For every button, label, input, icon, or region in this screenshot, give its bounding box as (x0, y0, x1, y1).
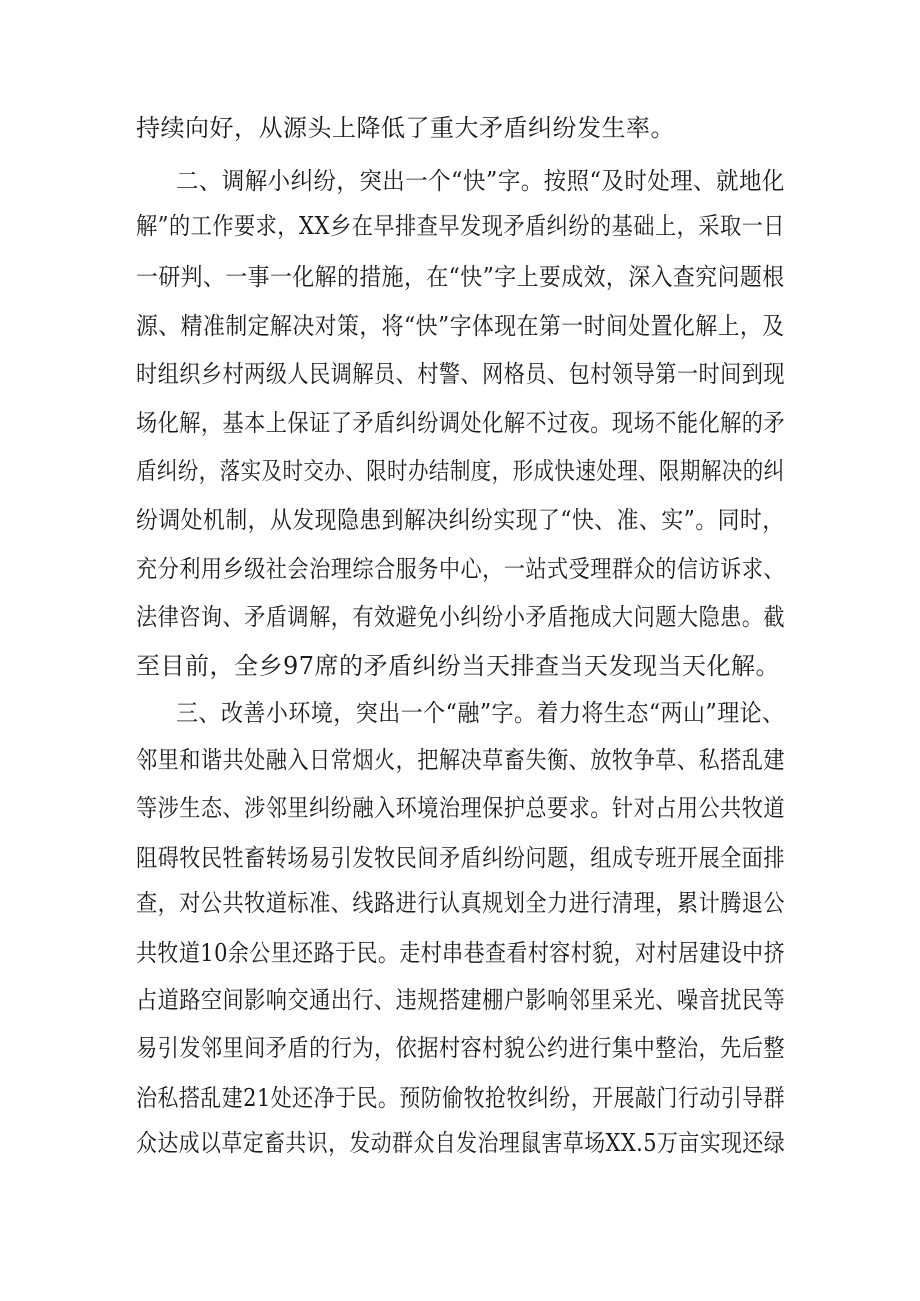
text-line: 查，对公共牧道标准、线路进行认真规划全力进行清理，累计腾退公 (136, 889, 785, 917)
text-line: 一研判、一事一化解的措施，在“快”字上要成效，深入查究问题根 (136, 263, 785, 291)
paragraph-heading-line: 三、改善小环境，突出一个“融”字。着力将生态“两山”理论、 (176, 699, 785, 727)
text-line: 法律咨询、矛盾调解，有效避免小纠纷小矛盾拖成大问题大隐患。截 (136, 603, 785, 631)
text-line: 充分利用乡级社会治理综合服务中心，一站式受理群众的信访诉求、 (136, 555, 785, 583)
text-line: 易引发邻里间矛盾的行为，依据村容村貌公约进行集中整治，先后整 (136, 1034, 785, 1062)
text-line: 盾纠纷，落实及时交办、限时办结制度，形成快速处理、限期解决的纠 (136, 457, 785, 485)
text-line: 占道路空间影响交通出行、违规搭建棚户影响邻里采光、噪音扰民等 (136, 986, 785, 1014)
text-line: 场化解，基本上保证了矛盾纠纷调处化解不过夜。现场不能化解的矛 (136, 409, 785, 437)
text-line: 阻碍牧民牲畜转场易引发牧民间矛盾纠纷问题，组成专班开展全面排 (136, 844, 785, 872)
text-line: 纷调处机制，从发现隐患到解决纠纷实现了“快、准、实”。同时， (136, 506, 785, 534)
text-line: 持续向好，从源头上降低了重大矛盾纠纷发生率。 (136, 114, 675, 142)
text-line: 时组织乡村两级人民调解员、村警、网格员、包村领导第一时间到现 (136, 360, 785, 388)
text-line: 源、精准制定解决对策，将“快”字体现在第一时间处置化解上，及 (136, 312, 785, 340)
text-line: 解”的工作要求，XX乡在早排查早发现矛盾纠纷的基础上，采取一日 (136, 212, 785, 240)
paragraph-heading-line: 二、调解小纠纷，突出一个“快”字。按照“及时处理、就地化 (176, 167, 785, 195)
text-line: 邻里和谐共处融入日常烟火，把解决草畜失衡、放牧争草、私搭乱建 (136, 746, 785, 774)
text-line: 治私搭乱建21处还净于民。预防偷牧抢牧纠纷，开展敲门行动引导群 (136, 1084, 786, 1112)
text-line: 众达成以草定畜共识，发动群众自发治理鼠害草场XX.5万亩实现还绿 (136, 1129, 786, 1157)
text-line: 共牧道10余公里还路于民。走村串巷查看村容村貌，对村居建设中挤 (136, 939, 786, 967)
text-line: 至目前，全乡97席的矛盾纠纷当天排查当天发现当天化解。 (136, 652, 781, 680)
text-line: 等涉生态、涉邻里纠纷融入环境治理保护总要求。针对占用公共牧道 (136, 794, 785, 822)
